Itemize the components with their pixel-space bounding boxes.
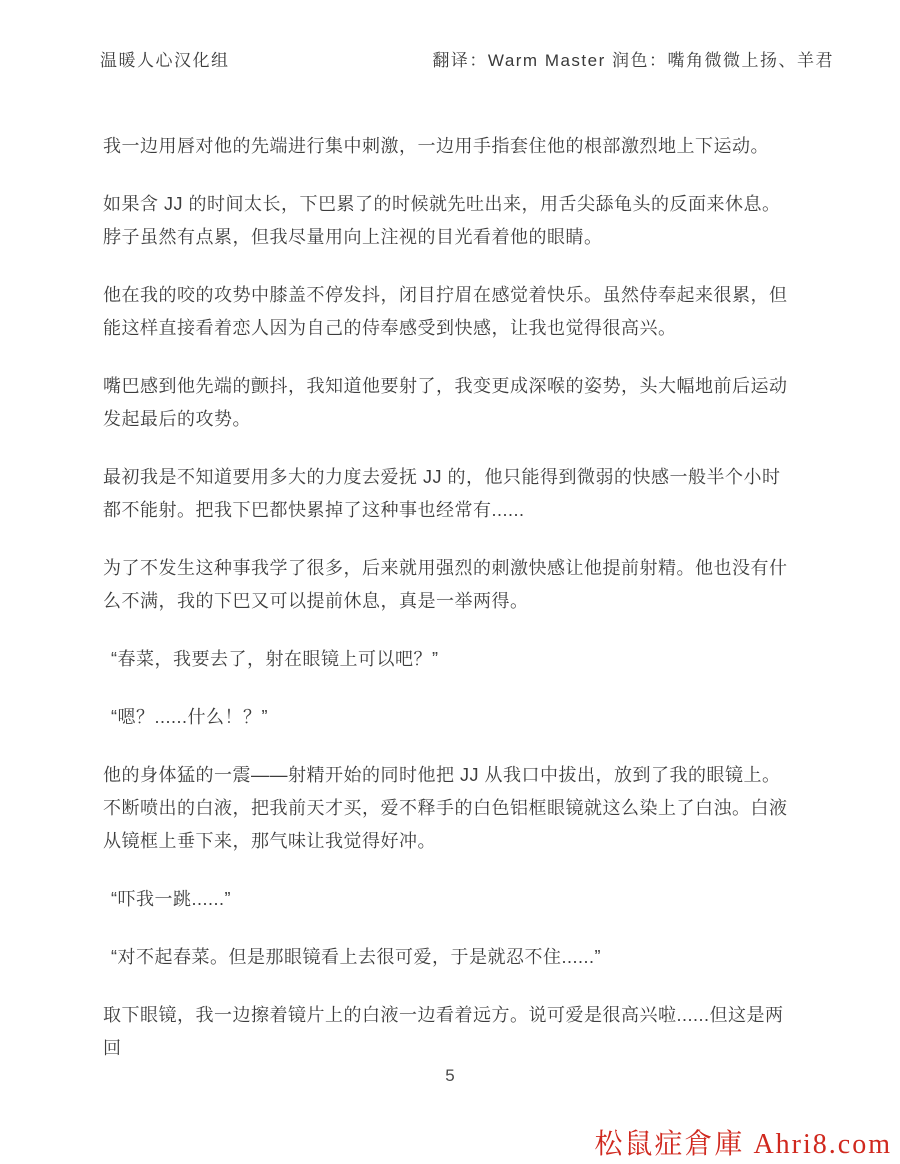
dialogue-paragraph: “对不起春菜。但是那眼镜看上去很可爱，于是就忍不住......” xyxy=(111,947,601,967)
paragraph: 他的身体猛的一震——射精开始的同时他把 JJ 从我口中拔出，放到了我的眼镜上。不断喷出的白液，把我前天才买，爱不释手的白色铝框眼镜就这么染上了白浊。白液从镜框上垂下来，那气味让我觉得好冲。 xyxy=(103,765,788,851)
page-header xyxy=(100,46,834,71)
paragraph: 嘴巴感到他先端的颤抖，我知道他要射了，我变更成深喉的姿势，头大幅地前后运动发起最后的攻势。 xyxy=(103,376,788,429)
page-number: 5 xyxy=(445,1066,455,1085)
credits-text: 翻译：Warm Master 润色：嘴角微微上扬、羊君 xyxy=(432,51,834,70)
dialogue-paragraph: “春菜，我要去了，射在眼镜上可以吧？” xyxy=(111,649,439,669)
watermark: 松鼠症倉庫 Ahri8.com xyxy=(594,1129,892,1160)
paragraph: 为了不发生这种事我学了很多，后来就用强烈的刺激快感让他提前射精。他也没有什么不满，我的下巴又可以提前休息，真是一举两得。 xyxy=(103,558,788,611)
paragraph: 取下眼镜，我一边擦着镜片上的白液一边看着远方。说可爱是很高兴啦......但这是两回 xyxy=(103,1005,784,1058)
dialogue-paragraph: “嗯？......什么！？” xyxy=(111,707,268,727)
paragraph: 最初我是不知道要用多大的力度去爱抚 JJ 的，他只能得到微弱的快感一般半个小时都不能射。把我下巴都快累掉了这种事也经常有...... xyxy=(103,467,781,520)
translation-group-name: 温暖人心汉化组 xyxy=(100,51,230,70)
paragraph: 我一边用唇对他的先端进行集中刺激，一边用手指套住他的根部激烈地上下运动。 xyxy=(103,136,769,156)
paragraph: 如果含 JJ 的时间太长，下巴累了的时候就先吐出来，用舌尖舔龟头的反面来休息。脖子虽然有点累，但我尽量用向上注视的目光看着他的眼睛。 xyxy=(103,194,781,247)
content xyxy=(103,130,798,1090)
dialogue-paragraph: “吓我一跳......” xyxy=(111,889,231,909)
paragraph: 他在我的咬的攻势中膝盖不停发抖，闭目拧眉在感觉着快乐。虽然侍奉起来很累，但能这样直接看着恋人因为自己的侍奉感受到快感，让我也觉得很高兴。 xyxy=(103,285,788,338)
